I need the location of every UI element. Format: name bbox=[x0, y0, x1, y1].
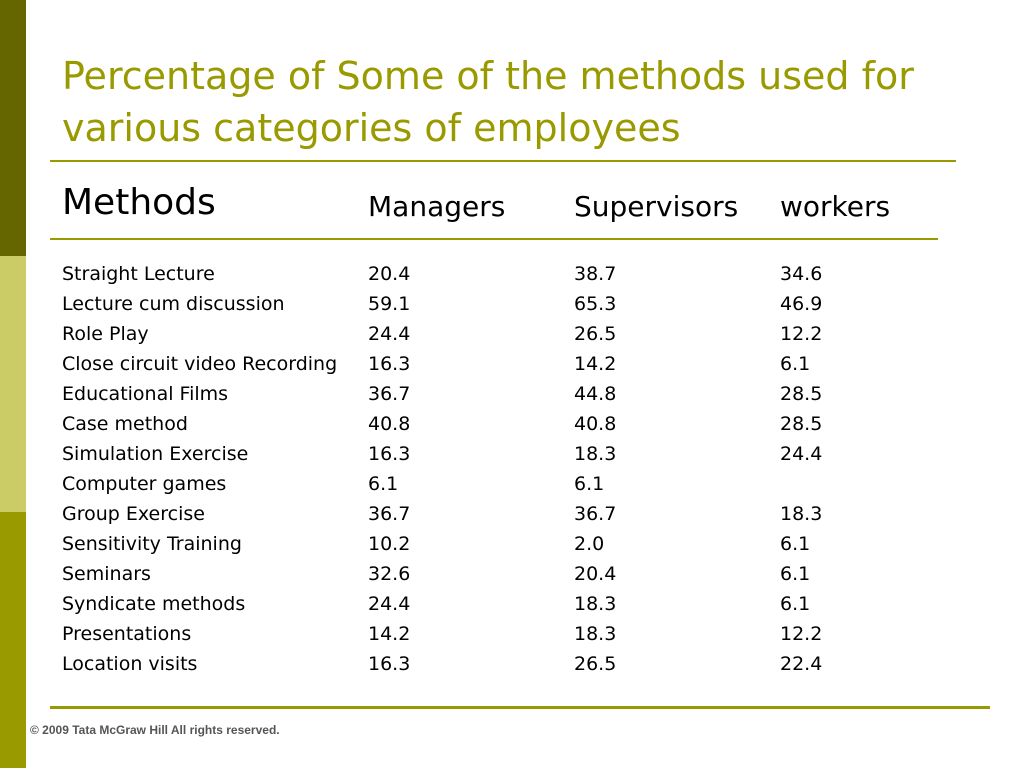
header-managers: Managers bbox=[368, 190, 506, 223]
workers-cell: 22.4 bbox=[780, 653, 823, 675]
header-supervisors: Supervisors bbox=[574, 190, 739, 223]
supervisors-cell: 38.7 bbox=[574, 263, 617, 285]
table-row bbox=[62, 439, 962, 469]
method-cell: Case method bbox=[62, 413, 188, 435]
method-cell: Syndicate methods bbox=[62, 593, 246, 615]
supervisors-cell: 18.3 bbox=[574, 593, 617, 615]
workers-cell: 46.9 bbox=[780, 293, 823, 315]
managers-cell: 16.3 bbox=[368, 653, 411, 675]
method-cell: Simulation Exercise bbox=[62, 443, 249, 465]
managers-cell: 14.2 bbox=[368, 623, 411, 645]
table-body bbox=[62, 259, 962, 679]
supervisors-cell: 2.0 bbox=[574, 533, 605, 555]
table-row bbox=[62, 319, 962, 349]
table-row bbox=[62, 379, 962, 409]
table-row bbox=[62, 349, 962, 379]
workers-cell: 6.1 bbox=[780, 563, 811, 585]
method-cell: Presentations bbox=[62, 623, 192, 645]
header-methods: Methods bbox=[62, 182, 216, 223]
supervisors-cell: 14.2 bbox=[574, 353, 617, 375]
workers-cell: 28.5 bbox=[780, 383, 823, 405]
supervisors-cell: 18.3 bbox=[574, 623, 617, 645]
managers-cell: 6.1 bbox=[368, 473, 399, 495]
method-cell: Educational Films bbox=[62, 383, 229, 405]
supervisors-cell: 18.3 bbox=[574, 443, 617, 465]
sidebar-bar-mid bbox=[0, 512, 26, 768]
header-divider bbox=[50, 238, 938, 240]
table-row bbox=[62, 559, 962, 589]
supervisors-cell: 40.8 bbox=[574, 413, 617, 435]
workers-cell: 18.3 bbox=[780, 503, 823, 525]
workers-cell: 12.2 bbox=[780, 323, 823, 345]
method-cell: Computer games bbox=[62, 473, 227, 495]
sidebar-bar-light bbox=[0, 256, 26, 512]
workers-cell: 6.1 bbox=[780, 593, 811, 615]
table-row bbox=[62, 259, 962, 289]
copyright-footer: © 2009 Tata McGraw Hill All rights reserved. bbox=[30, 723, 280, 737]
supervisors-cell: 26.5 bbox=[574, 653, 617, 675]
managers-cell: 16.3 bbox=[368, 443, 411, 465]
table-row bbox=[62, 289, 962, 319]
managers-cell: 40.8 bbox=[368, 413, 411, 435]
method-cell: Group Exercise bbox=[62, 503, 205, 525]
supervisors-cell: 36.7 bbox=[574, 503, 617, 525]
workers-cell: 24.4 bbox=[780, 443, 823, 465]
managers-cell: 24.4 bbox=[368, 593, 411, 615]
method-cell: Sensitivity Training bbox=[62, 533, 242, 555]
method-cell: Straight Lecture bbox=[62, 263, 215, 285]
header-workers: workers bbox=[780, 190, 891, 223]
table-row bbox=[62, 589, 962, 619]
managers-cell: 36.7 bbox=[368, 383, 411, 405]
table-row bbox=[62, 469, 962, 499]
managers-cell: 20.4 bbox=[368, 263, 411, 285]
table-row bbox=[62, 529, 962, 559]
workers-cell: 34.6 bbox=[780, 263, 823, 285]
bottom-divider bbox=[50, 706, 990, 709]
managers-cell: 24.4 bbox=[368, 323, 411, 345]
workers-cell: 28.5 bbox=[780, 413, 823, 435]
table-row bbox=[62, 499, 962, 529]
supervisors-cell: 44.8 bbox=[574, 383, 617, 405]
sidebar-bar-dark bbox=[0, 0, 26, 256]
method-cell: Lecture cum discussion bbox=[62, 293, 285, 315]
workers-cell: 6.1 bbox=[780, 533, 811, 555]
managers-cell: 59.1 bbox=[368, 293, 411, 315]
method-cell: Close circuit video Recording bbox=[62, 353, 338, 375]
table-row bbox=[62, 619, 962, 649]
managers-cell: 16.3 bbox=[368, 353, 411, 375]
method-cell: Seminars bbox=[62, 563, 151, 585]
supervisors-cell: 26.5 bbox=[574, 323, 617, 345]
managers-cell: 32.6 bbox=[368, 563, 411, 585]
table-row bbox=[62, 649, 962, 679]
method-cell: Role Play bbox=[62, 323, 149, 345]
method-cell: Location visits bbox=[62, 653, 198, 675]
slide-title: Percentage of Some of the methods used for various categories of employees bbox=[62, 54, 914, 150]
supervisors-cell: 65.3 bbox=[574, 293, 617, 315]
managers-cell: 36.7 bbox=[368, 503, 411, 525]
workers-cell: 6.1 bbox=[780, 353, 811, 375]
supervisors-cell: 20.4 bbox=[574, 563, 617, 585]
supervisors-cell: 6.1 bbox=[574, 473, 605, 495]
table-row bbox=[62, 409, 962, 439]
title-divider bbox=[50, 160, 956, 162]
managers-cell: 10.2 bbox=[368, 533, 411, 555]
workers-cell: 12.2 bbox=[780, 623, 823, 645]
